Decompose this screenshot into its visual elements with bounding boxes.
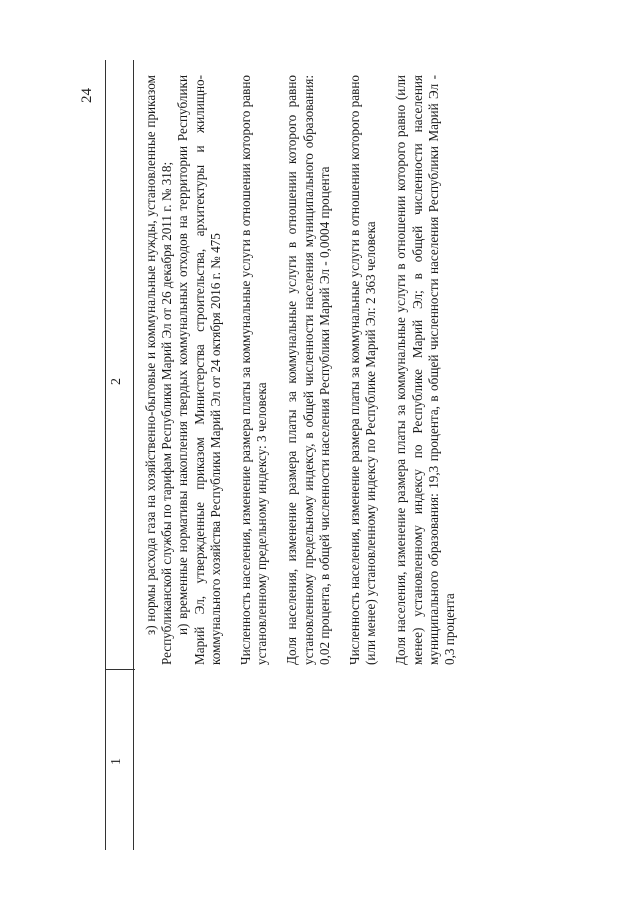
- norm-paragraph-z: з) нормы расхода газа на хозяйственно-бытовые и коммунальные нужды, установленные приказом Республиканской службы по тарифам Республики Марий Эл от 26 декабря 2011 г. № 318;: [143, 75, 175, 665]
- page-number: 24: [79, 88, 95, 103]
- table-cell-content: [143, 75, 458, 665]
- population-count-equal-limit: Численность населения, изменение размера платы за коммунальные услуги в отношении которого равно установленному предельному индексу: 3 человека: [238, 75, 270, 665]
- population-share-below-index: Доля населения, изменение размера платы за коммунальные услуги в отношении которого равно (или менее) установленному индексу по Республике Марий Эл; в общей численности населения муниципального образования: 19,3 процента, в общей численности населения Республики Марий Эл - 0,3 процента: [393, 75, 458, 665]
- header-row-border: [133, 60, 134, 850]
- column-header-2: 2: [109, 378, 124, 385]
- column-divider: [105, 669, 135, 670]
- column-header-1: 1: [109, 758, 124, 765]
- norm-paragraph-i: и) временные нормативы накопления твердых коммунальных отходов на территории Республики Марий Эл, утвержденные приказом Министерства строительства, архитектуры и жилищно-коммунального хозяйства Республики Марий Эл от 24 октября 2016 г. № 475: [175, 75, 223, 665]
- rotated-page-content: [105, 60, 565, 850]
- table-top-border: [105, 60, 136, 850]
- population-count-below-index: Численность населения, изменение размера платы за коммунальные услуги в отношении которого равно (или менее) установленному индексу по Республике Марий Эл: 2 363 человека: [347, 75, 379, 665]
- population-share-equal-limit: Доля населения, изменение размера платы за коммунальные услуги в отношении которого равно установленному предельному индексу, в общей численности населения муниципального образования: 0,02 процента, в общей численности населения Республики Марий Эл - 0,0004 процента: [284, 75, 332, 665]
